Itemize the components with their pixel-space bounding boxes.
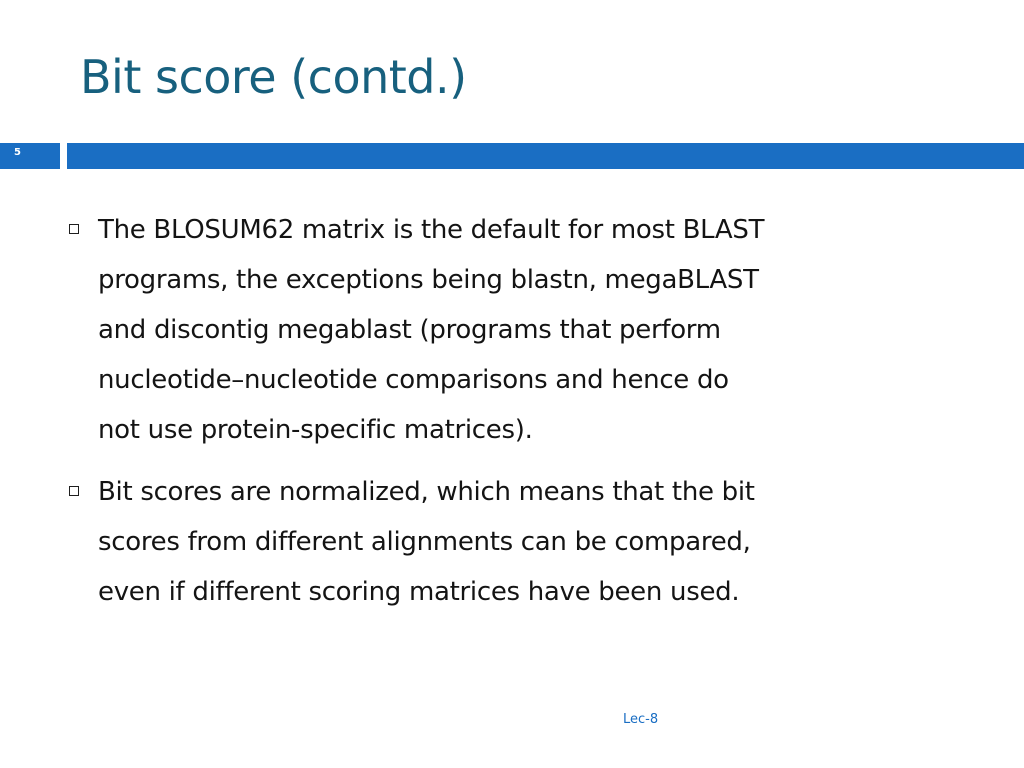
bullet-2-line-3: even if different scoring matrices have been used. bbox=[98, 577, 740, 607]
slide-title: Bit score (contd.) bbox=[80, 50, 467, 104]
bullet-item-1 bbox=[60, 205, 960, 455]
hollow-square-bullet-icon bbox=[69, 224, 79, 234]
hollow-square-bullet-icon bbox=[69, 486, 79, 496]
slide-number: 5 bbox=[14, 147, 21, 158]
header-accent-bar bbox=[67, 143, 1024, 169]
bullet-1-line-4: nucleotide–nucleotide comparisons and hence do bbox=[98, 365, 729, 395]
bullet-text-1 bbox=[98, 205, 960, 455]
bullet-1-line-1: The BLOSUM62 matrix is the default for most BLAST bbox=[98, 215, 765, 245]
bullet-list bbox=[60, 205, 960, 629]
bullet-1-line-2: programs, the exceptions being blastn, megaBLAST bbox=[98, 265, 759, 295]
slide-number-box bbox=[0, 143, 60, 169]
footer-lecture-label: Lec-8 bbox=[623, 712, 659, 727]
bullet-text-2 bbox=[98, 467, 960, 617]
bullet-2-line-2: scores from different alignments can be compared, bbox=[98, 527, 751, 557]
bullet-1-line-5: not use protein-specific matrices). bbox=[98, 415, 533, 445]
bullet-2-line-1: Bit scores are normalized, which means that the bit bbox=[98, 477, 755, 507]
bullet-1-line-3: and discontig megablast (programs that perform bbox=[98, 315, 721, 345]
bullet-item-2 bbox=[60, 467, 960, 617]
